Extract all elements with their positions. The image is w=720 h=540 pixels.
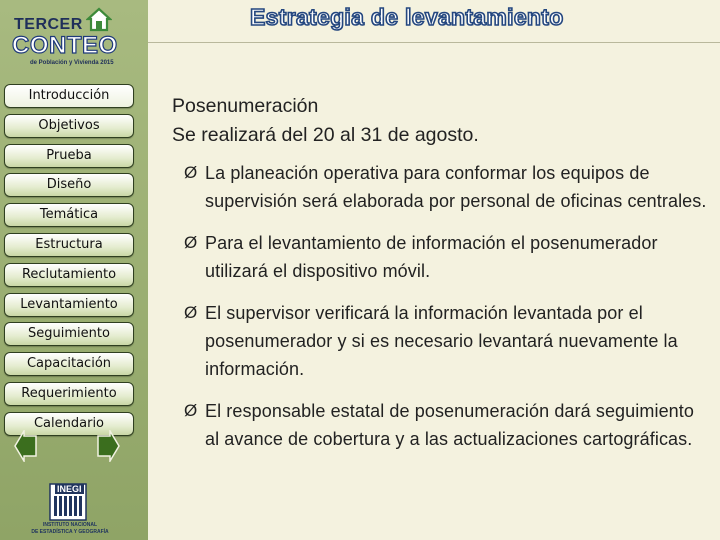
sidebar-item-introduccion[interactable]: Introducción: [4, 84, 134, 108]
inegi-caption-line1: INSTITUTO NACIONAL: [42, 522, 98, 528]
sidebar-item-estructura[interactable]: Estructura: [4, 233, 134, 257]
bullet-text: La planeación operativa para conformar los equipos de supervisión será elaborada por personal de oficinas centrales.: [205, 163, 707, 211]
page-title: Estrategia de levantamiento: [250, 4, 564, 30]
sidebar-item-tematica[interactable]: Temática: [4, 203, 134, 227]
sidebar: [0, 0, 148, 540]
sidebar-item-seguimiento[interactable]: Seguimiento: [4, 322, 134, 346]
inegi-mark: INEGI: [57, 484, 82, 494]
sidebar-item-calendario[interactable]: Calendario: [4, 412, 134, 436]
sidebar-item-prueba[interactable]: Prueba: [4, 144, 134, 168]
slide-navigation: [14, 430, 124, 462]
sidebar-item-levantamiento[interactable]: Levantamiento: [4, 293, 134, 317]
sidebar-item-objetivos[interactable]: Objetivos: [4, 114, 134, 138]
tercer-conteo-logo: [6, 4, 142, 74]
logo-line2: CONTEO: [12, 32, 118, 59]
sidebar-item-reclutamiento[interactable]: Reclutamiento: [4, 263, 134, 287]
list-item: [172, 397, 712, 453]
bullet-text: El supervisor verificará la información levantada por el posenumerador y si es necesario levantará nuevamente la información.: [205, 303, 678, 379]
bullet-arrow-icon: Ø: [184, 401, 198, 420]
inegi-caption-line2: DE ESTADÍSTICA Y GEOGRAFÍA: [31, 529, 109, 535]
logo-line1: TERCER: [14, 16, 83, 33]
main-content: [172, 92, 712, 467]
section-heading: Posenumeración: [172, 95, 319, 117]
arrow-left-icon[interactable]: [14, 430, 38, 462]
bullet-arrow-icon: Ø: [184, 233, 198, 252]
intro-text: Se realizará del 20 al 31 de agosto.: [172, 124, 479, 146]
list-item: [172, 159, 712, 215]
bullet-text: El responsable estatal de posenumeración dará seguimiento al avance de cobertura y a las actualizaciones cartográficas.: [205, 401, 695, 449]
list-item: [172, 299, 712, 383]
inegi-logo: [30, 478, 110, 540]
sidebar-item-requerimiento[interactable]: Requerimiento: [4, 382, 134, 406]
bullet-arrow-icon: Ø: [184, 303, 198, 322]
sidebar-menu: [4, 84, 134, 442]
bullet-text: Para el levantamiento de información el posenumerador utilizará el dispositivo móvil.: [205, 233, 658, 281]
list-item: [172, 229, 712, 285]
sidebar-item-capacitacion[interactable]: Capacitación: [4, 352, 134, 376]
bullet-list: [172, 159, 712, 453]
bullet-arrow-icon: Ø: [184, 163, 198, 182]
arrow-right-icon[interactable]: [96, 430, 120, 462]
inegi-caption: [30, 522, 110, 536]
house-icon: [86, 6, 112, 32]
header-divider: [148, 42, 720, 43]
sidebar-item-diseno[interactable]: Diseño: [4, 173, 134, 197]
logo-subtitle: de Población y Vivienda 2015: [30, 60, 114, 66]
